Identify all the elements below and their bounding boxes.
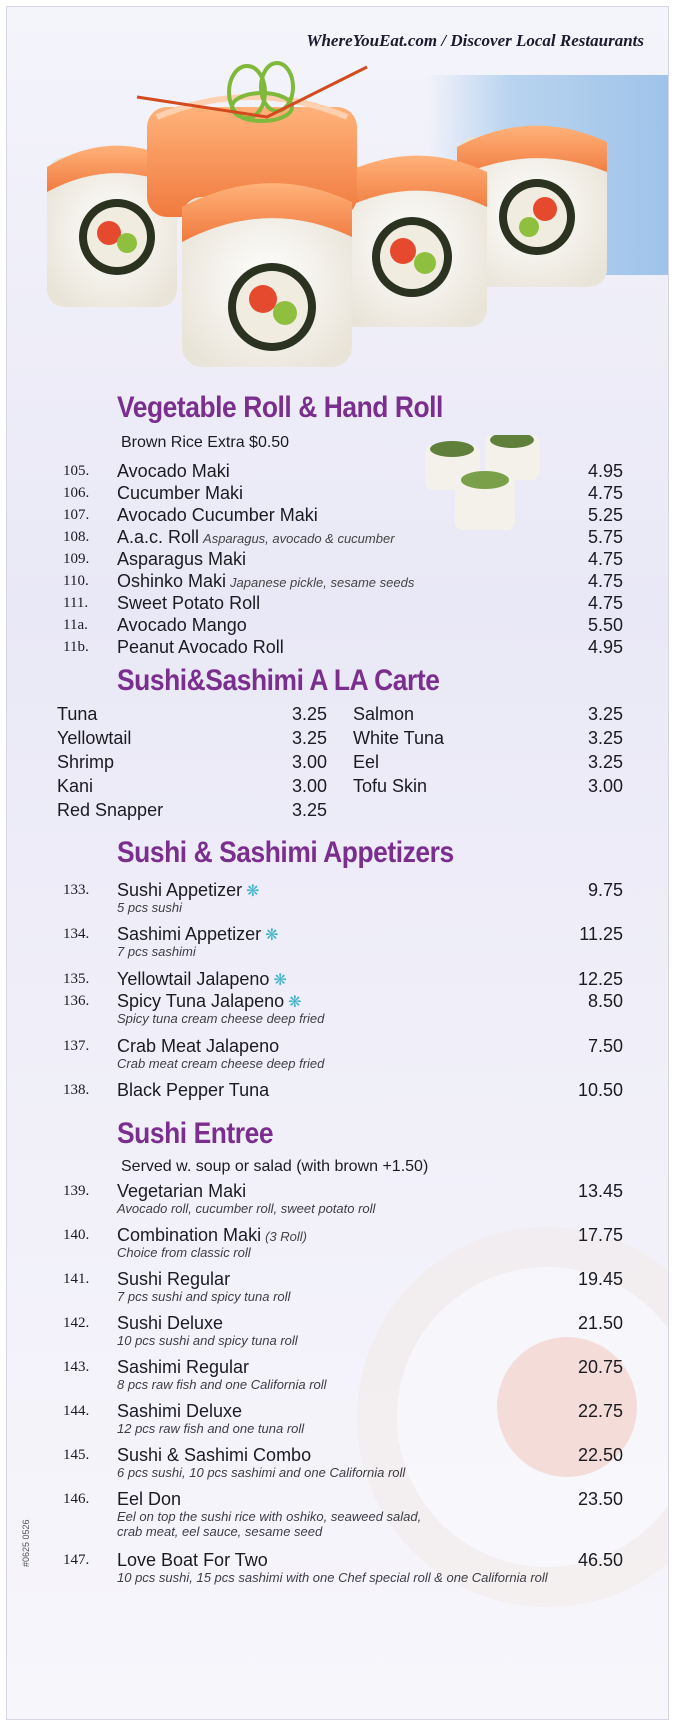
- item-number: 134.: [63, 926, 90, 942]
- alacarte-item[interactable]: [57, 800, 327, 822]
- item-price: 11.25: [579, 924, 623, 944]
- spicy-icon: ❋: [273, 972, 287, 989]
- item-price: 4.95: [587, 461, 623, 481]
- item-name-text: Sashimi Appetizer: [117, 924, 262, 944]
- item-number: 111.: [63, 595, 89, 611]
- item-price: 20.75: [577, 1357, 623, 1377]
- menu-item[interactable]: [63, 1401, 623, 1423]
- menu-item[interactable]: [63, 1036, 623, 1058]
- item-name-text: Love Boat For Two: [117, 1550, 268, 1570]
- item-name: [117, 1489, 181, 1510]
- item-name-text: Sashimi Regular: [117, 1357, 250, 1377]
- item-name-text: A.a.c. Roll: [117, 527, 200, 547]
- menu-item[interactable]: [63, 637, 623, 659]
- item-name: [117, 615, 247, 636]
- item-price: 4.75: [587, 571, 623, 591]
- site-header[interactable]: WhereYouEat.com / Discover Local Restaurants: [306, 31, 644, 50]
- entree-title: Sushi Entree: [117, 1117, 274, 1150]
- item-name: Yellowtail: [57, 728, 132, 748]
- item-description: Japanese pickle, sesame seeds: [230, 575, 415, 590]
- brown-rice-note: Brown Rice Extra $0.50: [121, 434, 290, 451]
- item-number: 144.: [63, 1403, 90, 1419]
- item-name: [117, 549, 246, 570]
- item-price: 3.25: [291, 800, 327, 820]
- item-name-text: Black Pepper Tuna: [117, 1080, 270, 1100]
- item-name-text: Avocado Mango: [117, 615, 247, 635]
- item-name-text: Asparagus Maki: [117, 549, 247, 569]
- item-name: [117, 991, 302, 1012]
- item-description: Eel on top the sushi rice with oshiko, seaweed salad, crab meat, eel sauce, sesame seed: [117, 1509, 422, 1539]
- item-number: 109.: [63, 551, 90, 567]
- item-price: 3.25: [291, 704, 327, 724]
- item-name: [117, 1357, 249, 1378]
- item-name: Red Snapper: [57, 800, 164, 820]
- item-number: 138.: [63, 1082, 90, 1098]
- item-price: 17.75: [577, 1225, 623, 1245]
- menu-item[interactable]: [63, 461, 623, 483]
- item-name-text: Combination Maki: [117, 1225, 262, 1245]
- item-price: 4.95: [587, 637, 623, 657]
- menu-item[interactable]: [63, 1313, 623, 1335]
- alacarte-item[interactable]: [57, 776, 327, 798]
- menu-item[interactable]: [63, 505, 623, 527]
- item-price: 5.25: [587, 505, 623, 525]
- item-price: 4.75: [587, 549, 623, 569]
- item-name: [117, 924, 278, 945]
- item-name: Tuna: [57, 704, 98, 724]
- item-description: 8 pcs raw fish and one California roll: [117, 1377, 327, 1392]
- item-name: Kani: [57, 776, 94, 796]
- item-name-text: Peanut Avocado Roll: [117, 637, 284, 657]
- item-number: 11a.: [63, 617, 88, 633]
- item-number: 133.: [63, 882, 90, 898]
- menu-item[interactable]: [63, 571, 623, 593]
- alacarte-title: Sushi&Sashimi A LA Carte: [117, 664, 440, 697]
- menu-item[interactable]: [63, 527, 623, 549]
- item-description: 7 pcs sashimi: [117, 944, 196, 959]
- item-name: [117, 505, 318, 526]
- item-price: 9.75: [587, 880, 623, 900]
- item-name: [117, 1036, 279, 1057]
- item-number: 106.: [63, 485, 90, 501]
- item-name: [117, 1181, 246, 1202]
- item-description: Choice from classic roll: [117, 1245, 251, 1260]
- item-price: 13.45: [577, 1181, 623, 1201]
- item-name: [117, 571, 414, 592]
- item-price: 23.50: [577, 1489, 623, 1509]
- menu-item[interactable]: [63, 593, 623, 615]
- item-name: Eel: [353, 752, 380, 772]
- alacarte-item[interactable]: [353, 776, 623, 798]
- alacarte-item[interactable]: [57, 728, 327, 750]
- menu-item[interactable]: [63, 1489, 623, 1511]
- appetizers-title: Sushi & Sashimi Appetizers: [117, 836, 454, 869]
- item-name-text: Avocado Maki: [117, 461, 230, 481]
- item-number: 143.: [63, 1359, 90, 1375]
- item-number: 142.: [63, 1315, 90, 1331]
- item-description: Asparagus, avocado & cucumber: [203, 531, 395, 546]
- item-number: 107.: [63, 507, 90, 523]
- item-name-text: Sushi Deluxe: [117, 1313, 224, 1333]
- menu-item[interactable]: [63, 483, 623, 505]
- alacarte-item[interactable]: [353, 752, 623, 774]
- spicy-icon: ❋: [265, 927, 279, 944]
- item-name-text: Cucumber Maki: [117, 483, 244, 503]
- item-description: 12 pcs raw fish and one tuna roll: [117, 1421, 305, 1436]
- item-price: 12.25: [577, 969, 623, 989]
- menu-item[interactable]: [63, 1357, 623, 1379]
- item-number: 11b.: [63, 639, 89, 655]
- menu-item[interactable]: [63, 1181, 623, 1203]
- item-name: [117, 1080, 269, 1101]
- menu-item[interactable]: [63, 969, 623, 991]
- item-name: [117, 483, 243, 504]
- item-description: Avocado roll, cucumber roll, sweet potato roll: [117, 1201, 376, 1216]
- menu-item[interactable]: [63, 549, 623, 571]
- item-name-text: Vegetarian Maki: [117, 1181, 247, 1201]
- item-name: [117, 461, 230, 482]
- menu-item[interactable]: [63, 924, 623, 946]
- print-code: #0625 0526: [21, 1519, 31, 1567]
- item-price: 3.25: [587, 728, 623, 748]
- menu-item[interactable]: [63, 1445, 623, 1467]
- item-number: 145.: [63, 1447, 90, 1463]
- menu-item[interactable]: [63, 1550, 623, 1572]
- item-description: 7 pcs sushi and spicy tuna roll: [117, 1289, 291, 1304]
- item-price: 3.25: [587, 704, 623, 724]
- item-name: Shrimp: [57, 752, 115, 772]
- item-name-text: Yellowtail Jalapeno: [117, 969, 270, 989]
- item-name-text: Sushi Appetizer: [117, 880, 243, 900]
- item-description: 10 pcs sushi, 15 pcs sashimi with one Chef special roll & one California roll: [117, 1570, 548, 1585]
- item-price: 4.75: [587, 593, 623, 613]
- item-price: 10.50: [577, 1080, 623, 1100]
- alacarte-item[interactable]: [57, 752, 327, 774]
- item-name: White Tuna: [353, 728, 445, 748]
- item-description: Spicy tuna cream cheese deep fried: [117, 1011, 325, 1026]
- menu-item[interactable]: [63, 880, 623, 902]
- item-price: 5.75: [587, 527, 623, 547]
- spicy-icon: ❋: [246, 883, 260, 900]
- item-name: [117, 1401, 242, 1422]
- entree-note: Served w. soup or salad (with brown +1.50): [121, 1158, 429, 1175]
- item-price: 22.50: [577, 1445, 623, 1465]
- sushi-rolls-image: [37, 47, 657, 387]
- item-number: 139.: [63, 1183, 90, 1199]
- alacarte-item[interactable]: [57, 704, 327, 726]
- item-name: [117, 1313, 223, 1334]
- item-price: 8.50: [587, 991, 623, 1011]
- item-price: 3.00: [291, 776, 327, 796]
- item-price: 3.25: [587, 752, 623, 772]
- item-name-text: Eel Don: [117, 1489, 182, 1509]
- menu-item[interactable]: [63, 1225, 623, 1247]
- item-description: 5 pcs sushi: [117, 900, 183, 915]
- item-name-text: Oshinko Maki: [117, 571, 227, 591]
- item-price: 46.50: [577, 1550, 623, 1570]
- menu-item[interactable]: [63, 991, 623, 1013]
- item-name-text: Sashimi Deluxe: [117, 1401, 243, 1421]
- item-number: 137.: [63, 1038, 90, 1054]
- item-name: [117, 969, 287, 990]
- item-name: [117, 1445, 311, 1466]
- item-name: [117, 593, 260, 614]
- item-name: Tofu Skin: [353, 776, 428, 796]
- item-description: 10 pcs sushi and spicy tuna roll: [117, 1333, 298, 1348]
- item-name: Salmon: [353, 704, 415, 724]
- spicy-icon: ❋: [288, 994, 302, 1011]
- item-description: Crab meat cream cheese deep fried: [117, 1056, 325, 1071]
- item-name-text: Spicy Tuna Jalapeno: [117, 991, 285, 1011]
- item-price: 22.75: [577, 1401, 623, 1421]
- item-name: [117, 637, 284, 658]
- item-name: [117, 1550, 268, 1571]
- item-price: 5.50: [587, 615, 623, 635]
- item-price: 3.00: [587, 776, 623, 796]
- item-price: 4.75: [587, 483, 623, 503]
- item-name-text: Avocado Cucumber Maki: [117, 505, 318, 525]
- item-name-text: Sushi Regular: [117, 1269, 231, 1289]
- item-price: 3.00: [291, 752, 327, 772]
- item-name: [117, 1269, 230, 1290]
- item-name: [117, 527, 395, 548]
- item-number: 147.: [63, 1552, 90, 1568]
- alacarte-item[interactable]: [353, 704, 623, 726]
- menu-page: [6, 6, 669, 1720]
- item-number: 110.: [63, 573, 89, 589]
- item-description: 6 pcs sushi, 10 pcs sashimi and one California roll: [117, 1465, 406, 1480]
- menu-item[interactable]: [63, 1080, 623, 1102]
- item-price: 7.50: [587, 1036, 623, 1056]
- item-tag: (3 Roll): [265, 1229, 307, 1244]
- item-price: 19.45: [577, 1269, 623, 1289]
- item-name-text: Crab Meat Jalapeno: [117, 1036, 280, 1056]
- item-number: 105.: [63, 463, 90, 479]
- item-number: 135.: [63, 971, 90, 987]
- item-number: 146.: [63, 1491, 90, 1507]
- item-number: 140.: [63, 1227, 90, 1243]
- item-number: 108.: [63, 529, 90, 545]
- item-name-text: Sushi & Sashimi Combo: [117, 1445, 312, 1465]
- menu-item[interactable]: [63, 1269, 623, 1291]
- item-number: 141.: [63, 1271, 90, 1287]
- menu-item[interactable]: [63, 615, 623, 637]
- vegetable-roll-title: Vegetable Roll & Hand Roll: [117, 391, 443, 424]
- item-name: [117, 1225, 307, 1246]
- alacarte-item[interactable]: [353, 728, 623, 750]
- item-number: 136.: [63, 993, 90, 1009]
- item-name: [117, 880, 259, 901]
- item-price: 3.25: [291, 728, 327, 748]
- item-name-text: Sweet Potato Roll: [117, 593, 261, 613]
- item-price: 21.50: [577, 1313, 623, 1333]
